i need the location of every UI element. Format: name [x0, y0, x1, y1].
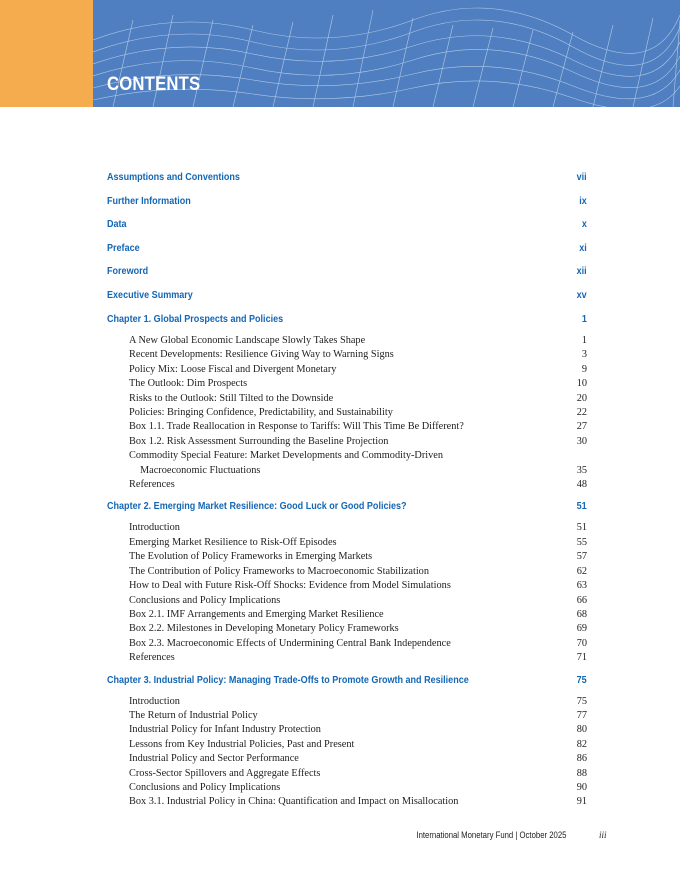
toc-section-page: 51 [576, 522, 587, 534]
orange-accent-block [0, 0, 93, 107]
toc-entry-page: xv [576, 288, 587, 301]
toc-section-page: 20 [576, 392, 587, 404]
toc-section-title: Conclusions and Policy Implications [129, 594, 281, 606]
toc-section-page: 55 [576, 536, 587, 548]
toc-section-title: References [129, 652, 175, 664]
page-title: CONTENTS [107, 74, 201, 95]
toc-section-title: Introduction [129, 695, 180, 707]
toc-entry-title: Executive Summary [107, 288, 193, 301]
toc-section[interactable] [107, 608, 587, 622]
toc-entry-page: xii [576, 265, 587, 277]
toc-section[interactable] [107, 550, 587, 564]
toc-section[interactable] [107, 637, 587, 651]
toc-section-title: How to Deal with Future Risk-Off Shocks: Evidence from Model Simulations [129, 580, 451, 592]
toc-section[interactable] [107, 723, 587, 737]
toc-section-title: Box 1.2. Risk Assessment Surrounding the Baseline Projection [129, 435, 389, 447]
toc-chapter-1-sections [107, 331, 587, 494]
toc-chapter-page: 51 [576, 500, 587, 513]
toc-section[interactable] [107, 767, 587, 781]
footer-page-number: iii [599, 830, 607, 840]
toc-section-page: 57 [576, 551, 587, 563]
toc-chapter-page: 75 [576, 673, 587, 686]
toc-section[interactable] [107, 709, 587, 723]
toc-section[interactable] [107, 536, 587, 550]
toc-section-page: 77 [576, 709, 587, 721]
toc-section-title: Box 1.1. Trade Reallocation in Response to Tariffs: Will This Time Be Different? [129, 421, 464, 433]
toc-section-title: References [129, 479, 175, 491]
toc-entry-further-information[interactable] [107, 190, 587, 214]
toc-section-page: 10 [576, 378, 587, 390]
toc-section-title: Policy Mix: Loose Fiscal and Divergent Monetary [129, 363, 337, 375]
toc-section-page: 66 [576, 594, 587, 606]
page-footer [0, 830, 680, 844]
toc-section[interactable] [107, 521, 587, 535]
toc-section[interactable] [107, 795, 587, 809]
toc-section-title: Risks to the Outlook: Still Tilted to the Downside [129, 392, 334, 404]
toc-entry-executive-summary[interactable] [107, 284, 587, 308]
toc-entry-title: Foreword [107, 265, 149, 277]
table-of-contents [107, 166, 587, 812]
toc-section[interactable] [107, 781, 587, 795]
toc-section-title: The Outlook: Dim Prospects [129, 378, 248, 390]
toc-section[interactable] [107, 377, 587, 391]
toc-section[interactable] [107, 579, 587, 593]
toc-chapter-1[interactable] [107, 307, 587, 331]
toc-chapter-3[interactable] [107, 668, 587, 692]
toc-section-page: 62 [576, 565, 587, 577]
toc-entry-title: Data [107, 218, 127, 230]
toc-entry-page: ix [579, 194, 587, 207]
toc-section-title-line-1: Commodity Special Feature: Market Developments and Commodity-Driven [129, 450, 443, 462]
toc-section-page: 86 [576, 753, 587, 765]
toc-section-page: 75 [576, 695, 587, 707]
toc-chapter-page: 1 [581, 313, 587, 325]
toc-section-page: 9 [581, 363, 587, 375]
toc-section-title: Conclusions and Policy Implications [129, 781, 281, 793]
toc-entry-title: Assumptions and Conventions [107, 171, 240, 183]
toc-entry-page: x [581, 218, 587, 230]
toc-section[interactable] [107, 420, 587, 434]
toc-section[interactable] [107, 738, 587, 752]
toc-section-page: 3 [581, 349, 587, 361]
toc-section-page: 71 [576, 652, 587, 664]
toc-section-page: 63 [576, 580, 587, 592]
toc-section-title: Box 2.3. Macroeconomic Effects of Undermining Central Bank Independence [129, 637, 451, 649]
toc-entry-page: xi [579, 241, 587, 254]
toc-section-page: 68 [576, 608, 587, 620]
toc-section-page: 69 [576, 623, 587, 635]
toc-section-page: 80 [576, 724, 587, 736]
toc-section-page: 27 [576, 421, 587, 433]
toc-section[interactable] [107, 392, 587, 406]
toc-section-page: 88 [576, 767, 587, 779]
toc-entry-title: Further Information [107, 194, 191, 207]
toc-section-title-line-2: Macroeconomic Fluctuations [140, 464, 261, 476]
toc-section-title: Box 3.1. Industrial Policy in China: Quantification and Impact on Misallocation [129, 796, 459, 808]
toc-section-title: A New Global Economic Landscape Slowly Takes Shape [129, 335, 366, 346]
toc-section[interactable] [107, 752, 587, 766]
header-banner [0, 0, 680, 107]
toc-section-title: Introduction [129, 522, 180, 534]
toc-section[interactable] [107, 478, 587, 492]
footer-publication: International Monetary Fund | October 2025 [415, 830, 566, 840]
toc-section-page: 90 [576, 781, 587, 793]
toc-section-title: Emerging Market Resilience to Risk-Off Episodes [129, 536, 337, 548]
toc-section-title: Lessons from Key Industrial Policies, Past and Present [129, 738, 355, 750]
toc-section-title: Cross-Sector Spillovers and Aggregate Effects [129, 767, 321, 779]
toc-entry-foreword[interactable] [107, 260, 587, 284]
toc-section-title: The Evolution of Policy Frameworks in Emerging Markets [129, 551, 373, 563]
toc-section[interactable] [107, 435, 587, 449]
toc-section-title: Recent Developments: Resilience Giving Way to Warning Signs [129, 349, 394, 361]
toc-chapter-title: Chapter 2. Emerging Market Resilience: Good Luck or Good Policies? [107, 500, 407, 513]
toc-section-title: The Return of Industrial Policy [129, 709, 258, 721]
toc-section-page: 82 [576, 738, 587, 750]
toc-section-title: Industrial Policy and Sector Performance [129, 753, 299, 765]
toc-section-title [129, 449, 489, 478]
toc-entry-assumptions[interactable] [107, 166, 587, 190]
toc-chapter-title: Chapter 3. Industrial Policy: Managing Trade-Offs to Promote Growth and Resilience [107, 673, 469, 686]
toc-section-title: Box 2.1. IMF Arrangements and Emerging Market Resilience [129, 608, 384, 620]
toc-section-page: 30 [576, 435, 587, 447]
toc-section-page: 48 [576, 479, 587, 491]
toc-entry-title: Preface [107, 241, 140, 254]
toc-section[interactable] [107, 334, 587, 348]
toc-chapter-3-sections [107, 692, 587, 812]
toc-section-title: Policies: Bringing Confidence, Predictability, and Sustainability [129, 407, 393, 419]
toc-section[interactable] [107, 594, 587, 608]
toc-section-page: 1 [581, 335, 587, 346]
toc-section[interactable] [107, 695, 587, 709]
toc-entry-data[interactable] [107, 213, 587, 237]
toc-chapter-title: Chapter 1. Global Prospects and Policies [107, 313, 284, 325]
toc-section-page: 70 [576, 637, 587, 649]
toc-section[interactable] [107, 565, 587, 579]
toc-entry-page: vii [576, 171, 587, 183]
toc-chapter-2[interactable] [107, 494, 587, 518]
toc-section-title: Box 2.2. Milestones in Developing Monetary Policy Frameworks [129, 623, 399, 635]
toc-section-title: The Contribution of Policy Frameworks to Macroeconomic Stabilization [129, 565, 429, 577]
toc-section[interactable] [107, 406, 587, 420]
toc-section-page: 22 [576, 407, 587, 419]
toc-section[interactable] [107, 622, 587, 636]
toc-section[interactable] [107, 363, 587, 377]
toc-section[interactable] [107, 449, 587, 478]
toc-section-title: Industrial Policy for Infant Industry Protection [129, 724, 321, 736]
toc-entry-preface[interactable] [107, 237, 587, 261]
toc-section[interactable] [107, 348, 587, 362]
toc-chapter-2-sections [107, 518, 587, 667]
toc-section-page: 91 [576, 796, 587, 808]
toc-section-page: 35 [576, 464, 587, 476]
toc-section[interactable] [107, 651, 587, 665]
